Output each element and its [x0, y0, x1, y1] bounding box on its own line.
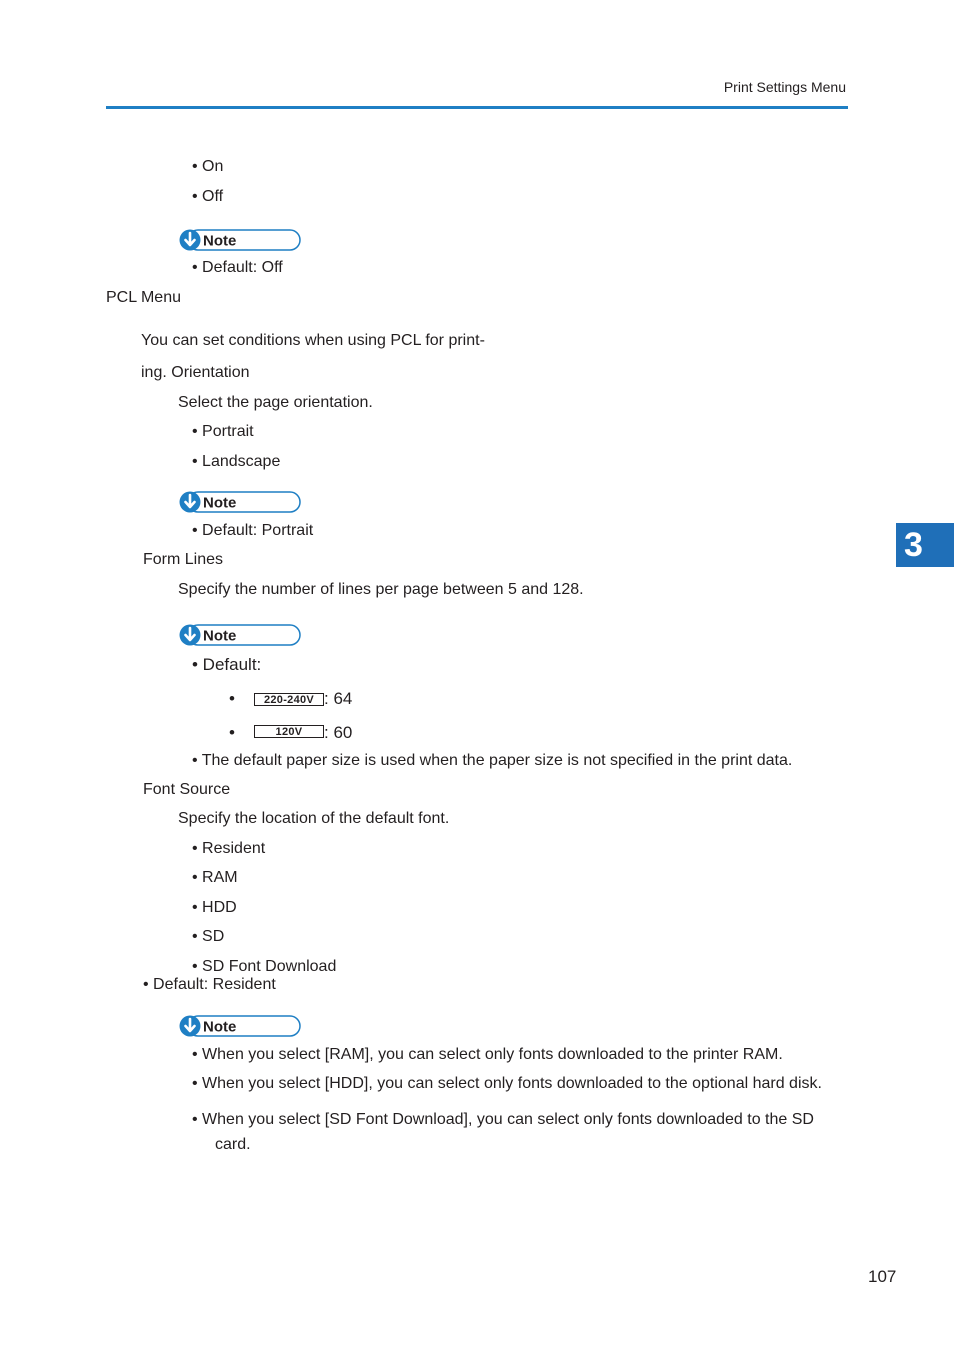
chapter-tab[interactable]: 3 [896, 523, 954, 567]
option-off: • Off [192, 188, 224, 205]
note-label: Note [203, 627, 237, 645]
note-default-paper: • The default paper size is used when the paper size is not specified in the print data. [192, 752, 793, 769]
note-default-label: • Default: [192, 655, 262, 674]
note-sd-font-download-cont: card. [215, 1136, 251, 1153]
option-portrait: • Portrait [192, 423, 254, 440]
font-source-title: Font Source [143, 781, 231, 798]
orientation-description: Select the page orientation. [178, 394, 373, 411]
header-title: Print Settings Menu [723, 79, 846, 95]
option-ram: • RAM [192, 869, 238, 886]
note-label: Note [203, 232, 237, 250]
note-label: Note [203, 494, 237, 512]
note-icon [179, 491, 301, 513]
page-number: 107 [868, 1267, 897, 1286]
pcl-intro-line1: You can set conditions when using PCL for print- [141, 332, 485, 349]
form-lines-title: Form Lines [143, 551, 224, 568]
voltage-120v-badge: 120V [254, 725, 324, 738]
voltage-120v-value: : 60 [324, 723, 353, 742]
bullet: • [229, 689, 235, 708]
option-landscape: • Landscape [192, 453, 281, 470]
option-resident: • Resident [192, 840, 266, 857]
note-icon [179, 229, 301, 251]
note-default-off: • Default: Off [192, 259, 283, 276]
pcl-intro-line2: ing. Orientation [141, 364, 250, 381]
note-icon [179, 624, 301, 646]
note-sd-font-download: • When you select [SD Font Download], you can select only fonts downloaded to the SD [192, 1111, 814, 1128]
font-source-description: Specify the location of the default font. [178, 810, 450, 827]
note-ram: • When you select [RAM], you can select only fonts downloaded to the printer RAM. [192, 1046, 783, 1063]
note-icon [179, 1015, 301, 1037]
option-hdd: • HDD [192, 899, 237, 916]
default-resident: • Default: Resident [143, 976, 276, 993]
form-lines-description: Specify the number of lines per page between 5 and 128. [178, 581, 584, 598]
bullet: • [229, 723, 235, 742]
voltage-220-240v-badge: 220-240V [254, 693, 324, 706]
note-label: Note [203, 1018, 237, 1036]
header-rule [106, 106, 848, 109]
note-default-portrait: • Default: Portrait [192, 522, 314, 539]
option-sd: • SD [192, 928, 225, 945]
option-on: • On [192, 158, 224, 175]
option-sd-font-download: • SD Font Download [192, 958, 337, 975]
pcl-menu-title: PCL Menu [106, 289, 181, 306]
voltage-220-240v-value: : 64 [324, 689, 353, 708]
note-hdd: • When you select [HDD], you can select only fonts downloaded to the optional hard disk. [192, 1075, 822, 1092]
